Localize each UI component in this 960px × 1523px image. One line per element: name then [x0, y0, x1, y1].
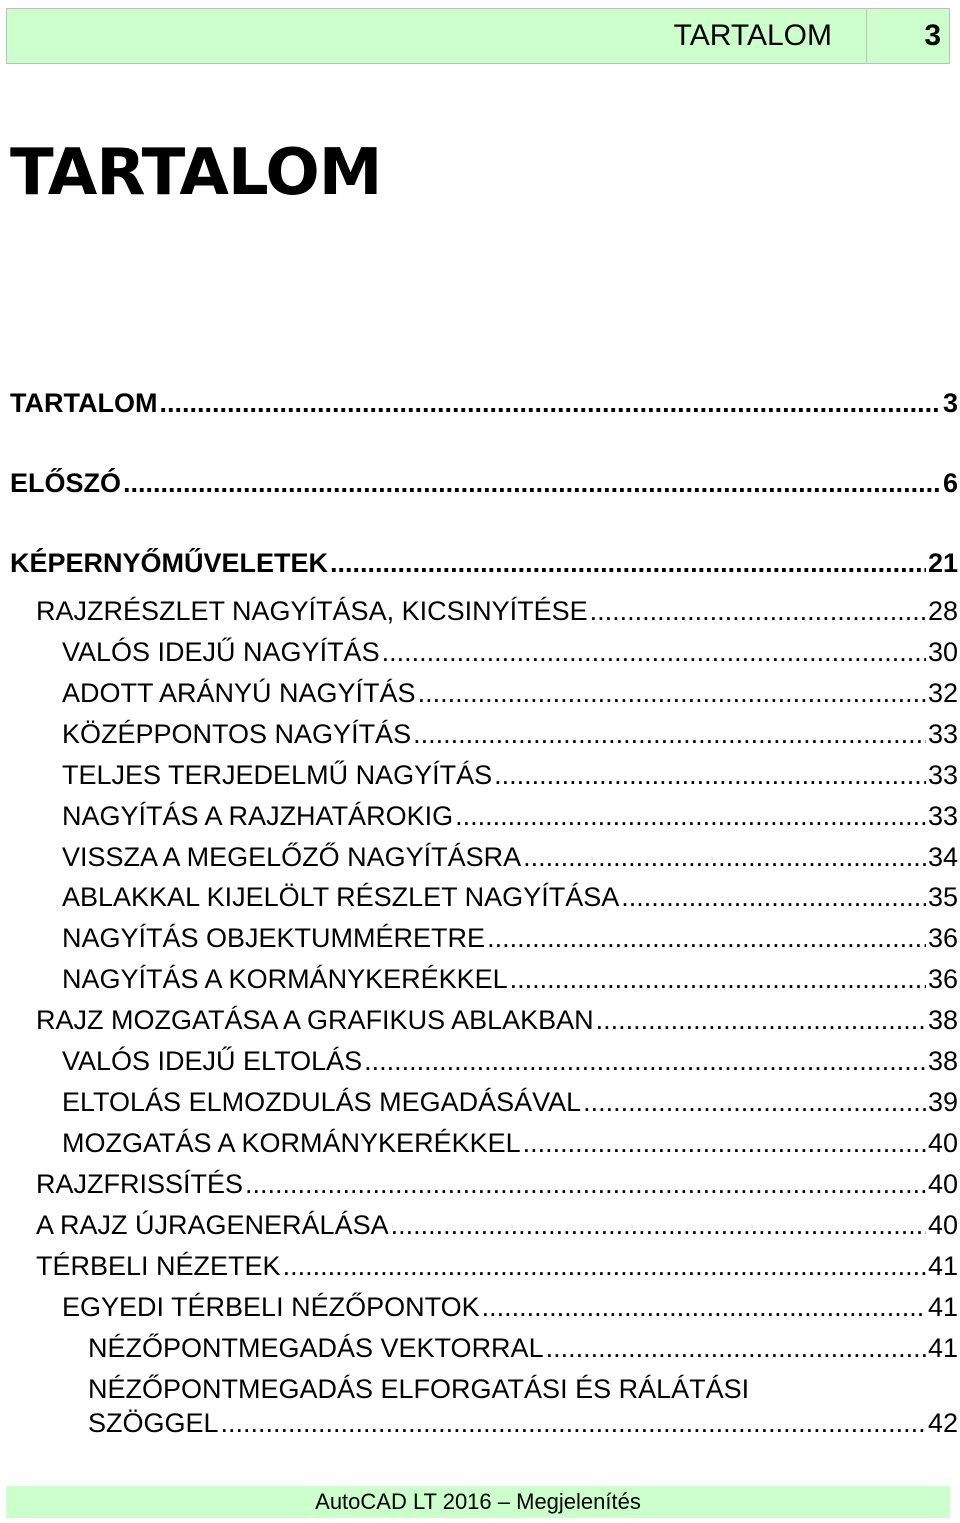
- toc-label: KÉPERNYŐMŰVELETEK: [10, 548, 329, 578]
- toc-label: ELTOLÁS ELMOZDULÁS MEGADÁSÁVAL: [62, 1087, 582, 1117]
- toc-page: 41: [927, 1292, 958, 1322]
- toc-entry[interactable]: [62, 1290, 958, 1324]
- toc-leader: [330, 546, 926, 580]
- toc-label: TELJES TERJEDELMŰ NAGYÍTÁS: [62, 760, 493, 790]
- toc-entry[interactable]: [62, 880, 958, 914]
- toc-entry[interactable]: [88, 1331, 958, 1365]
- toc-label: MOZGATÁS A KORMÁNYKERÉKKEL: [62, 1128, 521, 1158]
- toc-label: VALÓS IDEJŰ ELTOLÁS: [62, 1046, 363, 1076]
- toc-entry[interactable]: [62, 717, 958, 751]
- toc-page: 33: [927, 719, 958, 749]
- toc-entry[interactable]: [10, 546, 958, 580]
- toc-entry[interactable]: [62, 635, 958, 669]
- toc-leader: [413, 717, 926, 751]
- toc-leader: [283, 1249, 926, 1283]
- toc-entry[interactable]: [62, 1085, 958, 1119]
- toc-label: NÉZŐPONTMEGADÁS VEKTORRAL: [88, 1333, 544, 1363]
- toc-label: TÉRBELI NÉZETEK: [36, 1251, 281, 1281]
- toc-page: 40: [927, 1210, 958, 1240]
- toc-entry[interactable]: [36, 1208, 958, 1242]
- toc-page: 42: [927, 1408, 958, 1438]
- toc-leader: [523, 840, 926, 874]
- toc-leader: [510, 962, 926, 996]
- toc-label: ADOTT ARÁNYÚ NAGYÍTÁS: [62, 678, 416, 708]
- toc-page: 33: [927, 760, 958, 790]
- toc-entry[interactable]: [36, 594, 958, 628]
- toc-leader: [596, 1003, 926, 1037]
- toc-leader: [523, 1126, 926, 1160]
- toc-entry[interactable]: [62, 962, 958, 996]
- toc-leader: [590, 594, 926, 628]
- toc-entry[interactable]: [62, 1126, 958, 1160]
- toc-label: ABLAKKAL KIJELÖLT RÉSZLET NAGYÍTÁSA: [62, 882, 620, 912]
- toc-label: NAGYÍTÁS A KORMÁNYKERÉKKEL: [62, 964, 508, 994]
- toc-entry[interactable]: [36, 1167, 958, 1201]
- toc-page: 32: [927, 678, 958, 708]
- toc-label: EGYEDI TÉRBELI NÉZŐPONTOK: [62, 1292, 480, 1322]
- toc-page: 40: [927, 1169, 958, 1199]
- toc-leader: [482, 1290, 926, 1324]
- toc-entry[interactable]: [62, 758, 958, 792]
- toc-leader: [455, 799, 926, 833]
- toc-entry[interactable]: [62, 921, 958, 955]
- toc-label: ELŐSZÓ: [10, 468, 122, 498]
- toc-leader: [583, 1085, 926, 1119]
- toc-leader: [391, 1208, 926, 1242]
- toc-page: 21: [927, 548, 958, 578]
- toc-page: 3: [942, 388, 958, 418]
- toc-entry[interactable]: [62, 676, 958, 710]
- toc-page: 41: [927, 1251, 958, 1281]
- toc-page: 39: [927, 1087, 958, 1117]
- toc-entry[interactable]: [10, 466, 958, 500]
- toc-leader: [221, 1406, 926, 1440]
- toc-page: 41: [927, 1333, 958, 1363]
- page-title: TARTALOM: [10, 136, 382, 210]
- toc-page: 33: [927, 801, 958, 831]
- toc-leader: [621, 880, 926, 914]
- toc-page: 40: [927, 1128, 958, 1158]
- toc-entry[interactable]: [88, 1406, 958, 1440]
- toc-entry[interactable]: [62, 1044, 958, 1078]
- header-title: TARTALOM: [7, 9, 867, 63]
- toc-entry[interactable]: [36, 1249, 958, 1283]
- toc-entry[interactable]: [10, 386, 958, 420]
- toc-label-wrapped[interactable]: NÉZŐPONTMEGADÁS ELFORGATÁSI ÉS RÁLÁTÁSI: [88, 1374, 750, 1404]
- toc-label: RAJZ MOZGATÁSA A GRAFIKUS ABLAKBAN: [36, 1005, 594, 1035]
- toc-leader: [364, 1044, 926, 1078]
- toc-leader: [123, 466, 941, 500]
- toc-label: NAGYÍTÁS OBJEKTUMMÉRETRE: [62, 923, 486, 953]
- toc-page: 35: [927, 882, 958, 912]
- toc-label: RAJZRÉSZLET NAGYÍTÁSA, KICSINYÍTÉSE: [36, 596, 588, 626]
- running-header: [6, 8, 950, 64]
- toc-label: NAGYÍTÁS A RAJZHATÁROKIG: [62, 801, 454, 831]
- toc-label: SZÖGGEL: [88, 1408, 219, 1438]
- toc-leader: [159, 386, 941, 420]
- toc-leader: [382, 635, 926, 669]
- toc-label: VISSZA A MEGELŐZŐ NAGYÍTÁSRA: [62, 842, 522, 872]
- header-page-number: 3: [924, 19, 941, 52]
- toc-entry[interactable]: [62, 840, 958, 874]
- toc-label: KÖZÉPPONTOS NAGYÍTÁS: [62, 719, 412, 749]
- toc-leader: [418, 676, 926, 710]
- toc-page: 28: [927, 596, 958, 626]
- toc-label: VALÓS IDEJŰ NAGYÍTÁS: [62, 637, 380, 667]
- toc-page: 36: [927, 923, 958, 953]
- toc-page: 36: [927, 964, 958, 994]
- toc-entry[interactable]: [62, 799, 958, 833]
- toc-page: 30: [927, 637, 958, 667]
- toc-label: A RAJZ ÚJRAGENERÁLÁSA: [36, 1210, 389, 1240]
- toc-page: 34: [927, 842, 958, 872]
- toc-page: 38: [927, 1005, 958, 1035]
- toc-leader: [487, 921, 926, 955]
- toc-leader: [494, 758, 926, 792]
- toc-label: TARTALOM: [10, 388, 158, 418]
- toc-leader: [546, 1331, 926, 1365]
- toc-page: 38: [927, 1046, 958, 1076]
- toc-entry[interactable]: [36, 1003, 958, 1037]
- running-footer: AutoCAD LT 2016 – Megjelenítés: [6, 1486, 950, 1518]
- toc-page: 6: [942, 468, 958, 498]
- toc-label: RAJZFRISSÍTÉS: [36, 1169, 244, 1199]
- toc-leader: [245, 1167, 926, 1201]
